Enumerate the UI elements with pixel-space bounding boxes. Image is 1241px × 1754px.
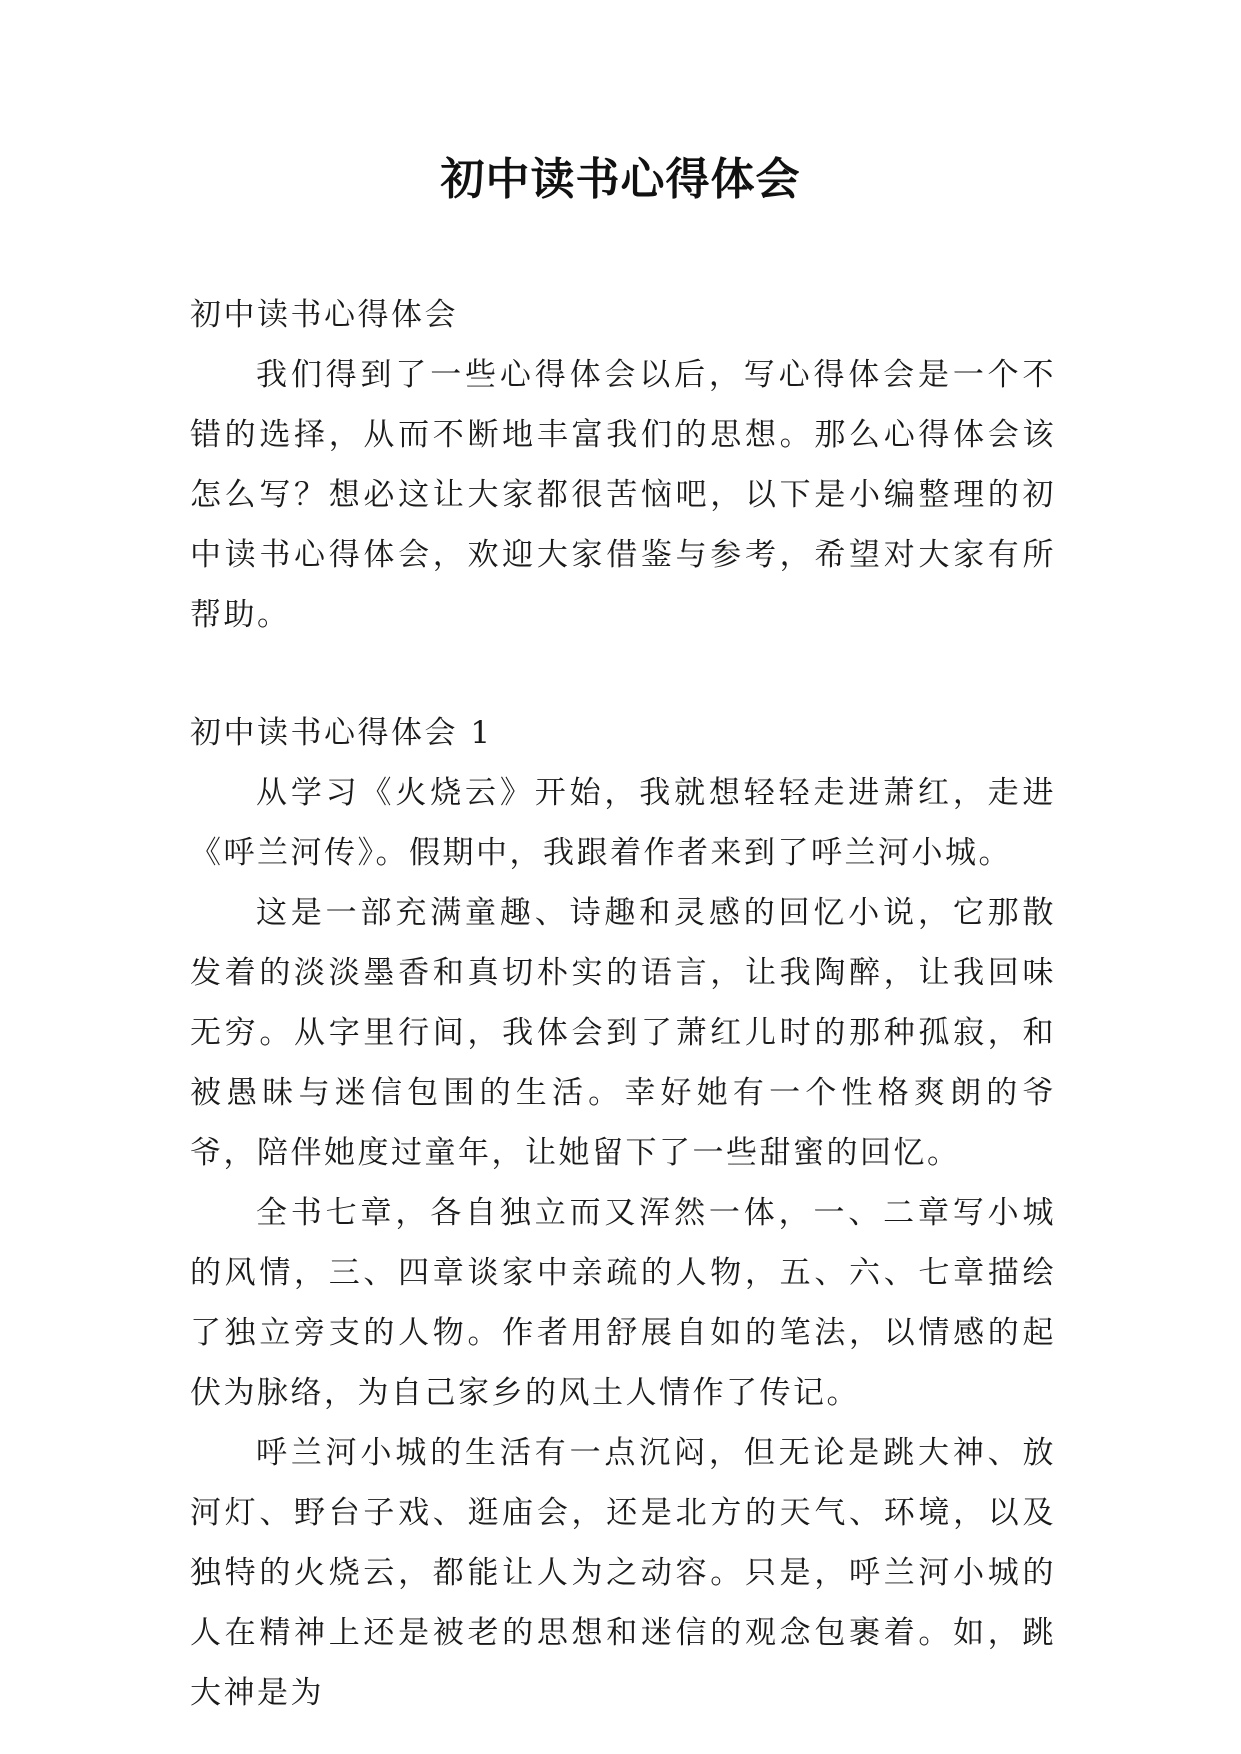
- section-spacer: [190, 645, 1056, 703]
- document-body: [190, 285, 1056, 1723]
- intro-paragraph: 我们得到了一些心得体会以后，写心得体会是一个不错的选择，从而不断地丰富我们的思想。那么心得体会该怎么写？想必这让大家都很苦恼吧，以下是小编整理的初中读书心得体会，欢迎大家借鉴与参考，希望对大家有所帮助。: [190, 357, 1056, 633]
- intro-heading: 初中读书心得体会: [190, 297, 458, 333]
- body-paragraph: 从学习《火烧云》开始，我就想轻轻走进萧红，走进《呼兰河传》。假期中，我跟着作者来到了呼兰河小城。: [190, 775, 1056, 871]
- body-paragraph: 这是一部充满童趣、诗趣和灵感的回忆小说，它那散发着的淡淡墨香和真切朴实的语言，让我陶醉，让我回味无穷。从字里行间，我体会到了萧红儿时的那种孤寂，和被愚昧与迷信包围的生活。幸好她有一个性格爽朗的爷爷，陪伴她度过童年，让她留下了一些甜蜜的回忆。: [190, 895, 1056, 1171]
- body-paragraph: 全书七章，各自独立而又浑然一体，一、二章写小城的风情，三、四章谈家中亲疏的人物，五、六、七章描绘了独立旁支的人物。作者用舒展自如的笔法，以情感的起伏为脉络，为自己家乡的风土人情作了传记。: [190, 1195, 1056, 1411]
- body-paragraph: 呼兰河小城的生活有一点沉闷，但无论是跳大神、放河灯、野台子戏、逛庙会，还是北方的天气、环境，以及独特的火烧云，都能让人为之动容。只是，呼兰河小城的人在精神上还是被老的思想和迷信的观念包裹着。如，跳大神是为: [190, 1435, 1056, 1711]
- document-title: 初中读书心得体会: [440, 154, 801, 205]
- section-heading: 初中读书心得体会 1: [190, 715, 493, 751]
